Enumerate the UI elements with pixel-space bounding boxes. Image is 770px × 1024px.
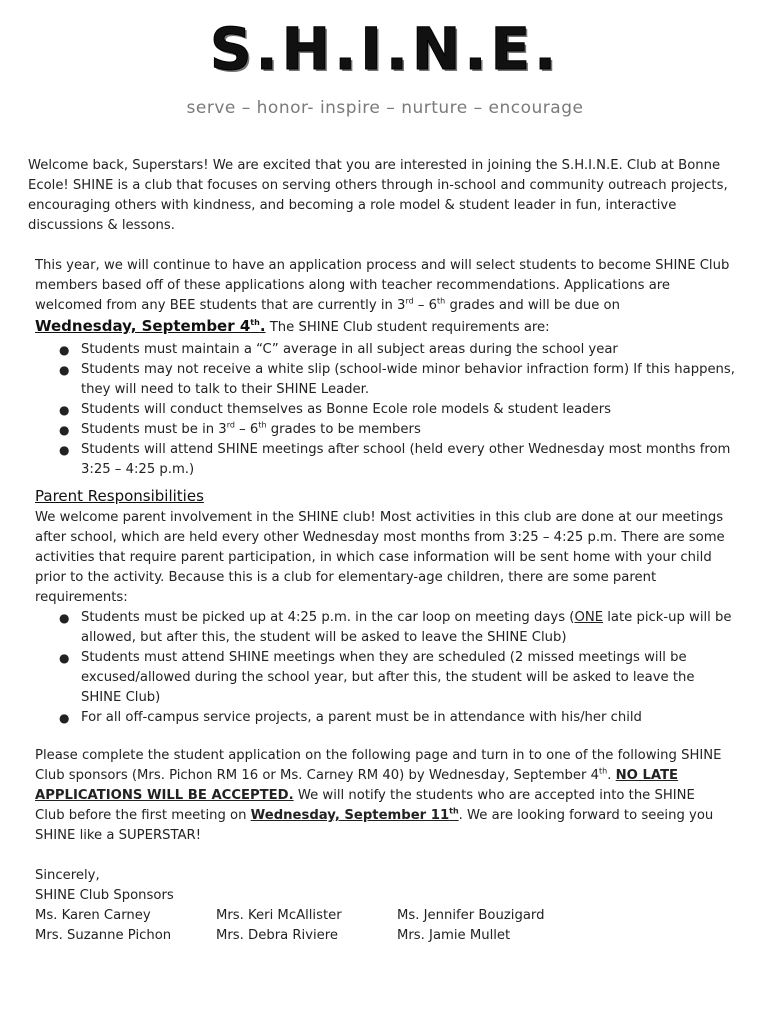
requirement-4-sup2: th (258, 420, 267, 430)
application-text (35, 256, 735, 338)
parent-item-2: Students must attend SHINE meetings when they are scheduled (2 missed meetings will be excused/allowed during the school year, but after this, the student will be asked to leave the SHINE Club) (81, 650, 695, 705)
tagline: serve – honor- inspire – nurture – encourage (186, 98, 584, 118)
application-sup-rd: rd (405, 296, 414, 306)
bullet-icon: ● (59, 611, 70, 625)
parent-item-1-a: Students must be picked up at 4:25 p.m. in the car loop on meeting days ( (81, 610, 575, 625)
parent-requirements-list (35, 608, 735, 728)
bullet-icon: ● (59, 711, 70, 725)
requirement-5: Students will attend SHINE meetings after school (held every other Wednesday most months from 3:25 – 4:25 p.m.) (81, 442, 731, 477)
list-item (59, 440, 735, 480)
list-item (59, 608, 735, 648)
closing-text (35, 746, 725, 846)
first-meeting-sup: th (449, 806, 459, 816)
requirements-intro: The SHINE Club student requirements are: (265, 320, 550, 335)
bullet-icon: ● (59, 423, 70, 437)
closing-text-c: We will notify the students who are accepted into the SHINE Club before the first meeting on (35, 788, 695, 823)
list-item (59, 420, 735, 440)
closing-sup-1: th (599, 766, 608, 776)
list-item (59, 708, 735, 728)
requirement-2: Students may not receive a white slip (school-wide minor behavior infraction form) If this happens, they will need to talk to their SHINE Leader. (81, 362, 735, 397)
sponsor-name: Mrs. Jamie Mullet (397, 928, 511, 943)
first-meeting-date (251, 808, 459, 823)
parent-paragraph (35, 508, 735, 608)
sponsor-name: Ms. Jennifer Bouzigard (397, 908, 545, 923)
sponsor-name: Ms. Karen Carney (35, 908, 151, 923)
closing-text-b: . (607, 768, 616, 783)
parent-heading (35, 486, 725, 508)
intro-paragraph (28, 156, 728, 236)
parent-heading-text: Parent Responsibilities (35, 487, 204, 505)
sponsor-name: Mrs. Keri McAllister (216, 908, 342, 923)
list-item (59, 340, 735, 360)
application-text-b: grades and will be due on (445, 298, 620, 313)
no-late-notice: NO LATE APPLICATIONS WILL BE ACCEPTED. (35, 768, 679, 803)
application-paragraph (35, 256, 735, 338)
sponsor-names (35, 906, 735, 946)
page-title: S.H.I.N.E. (209, 15, 561, 83)
deadline-period: . (259, 317, 266, 335)
requirement-4-sup1: rd (226, 420, 235, 430)
requirement-4-b: – 6 (234, 422, 259, 437)
deadline-label: Wednesday, September 4 (35, 317, 251, 335)
signoff (35, 866, 735, 946)
application-text-a: This year, we will continue to have an application process and will select students to become SHINE Club members based off of these applications along with teacher recommendations. Applications are welcomed from any BEE students that are currently in 3 (35, 258, 730, 313)
sponsor-name: Mrs. Suzanne Pichon (35, 928, 172, 943)
application-dash: – 6 (413, 298, 438, 313)
sponsor-name: Mrs. Debra Riviere (216, 928, 339, 943)
requirement-4-a: Students must be in 3 (81, 422, 227, 437)
bullet-icon: ● (59, 651, 70, 665)
parent-item-1-b: late pick-up will be allowed, but after this, the student will be asked to leave the SHINE Club) (81, 610, 732, 645)
closing-text-d: . We are looking forward to seeing you SHINE like a SUPERSTAR! (35, 808, 714, 843)
parent-item-3: For all off-campus service projects, a parent must be in attendance with his/her child (81, 710, 642, 725)
list-item (59, 400, 735, 420)
requirement-1: Students must maintain a “C” average in all subject areas during the school year (81, 342, 618, 357)
requirement-3: Students will conduct themselves as Bonne Ecole role models & student leaders (81, 402, 611, 417)
header (0, 14, 770, 84)
closing-text-a: Please complete the student application on the following page and turn in to one of the following SHINE Club sponsors (Mrs. Pichon RM 16 or Ms. Carney RM 40) by Wednesday, September 4 (35, 748, 722, 783)
list-item (59, 648, 735, 708)
deadline-date (35, 317, 266, 335)
closing-paragraph (35, 746, 725, 846)
requirement-4-c: grades to be members (266, 422, 421, 437)
deadline-sup: th (250, 318, 260, 327)
bullet-icon: ● (59, 343, 70, 357)
bullet-icon: ● (59, 363, 70, 377)
student-requirements-list (35, 340, 735, 480)
first-meeting-label: Wednesday, September 11 (250, 808, 450, 823)
application-sup-th: th (437, 296, 446, 306)
bullet-icon: ● (59, 403, 70, 417)
parent-item-1-one: ONE (574, 610, 604, 625)
bullet-icon: ● (59, 443, 70, 457)
parent-text: We welcome parent involvement in the SHINE club! Most activities in this club are done at our meetings after school, which are held every other Wednesday most months from 3:25 – 4:25 p.m. There are some activities that require parent participation, in which case information will be sent home with your child prior to the activity. Because this is a club for elementary-age children, there are some parent requirements: (35, 510, 725, 605)
sincerely: Sincerely, (35, 868, 100, 883)
list-item (59, 360, 735, 400)
intro-text: Welcome back, Superstars! We are excited that you are interested in joining the S.H.I.N.E. Club at Bonne Ecole! SHINE is a club that focuses on serving others through in-school and community outreach projects, encouraging others with kindness, and becoming a role model & student leader in fun, interactive discussions & lessons. (28, 158, 728, 233)
sponsor-group: SHINE Club Sponsors (35, 888, 174, 903)
